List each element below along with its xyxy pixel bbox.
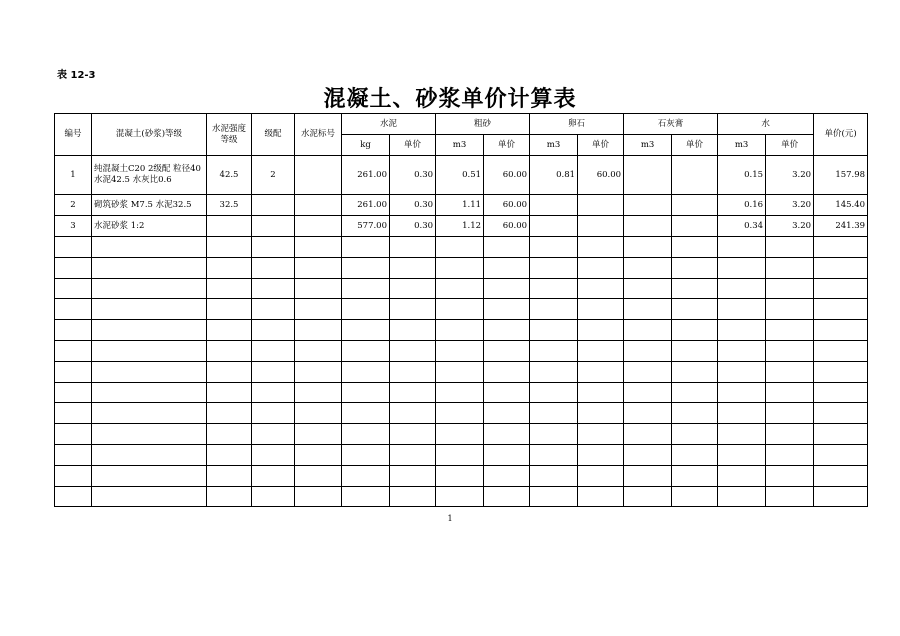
empty-cell bbox=[390, 486, 436, 507]
empty-cell bbox=[530, 278, 578, 299]
empty-cell bbox=[578, 320, 624, 341]
empty-cell bbox=[718, 444, 766, 465]
empty-table-row bbox=[55, 403, 868, 424]
cell-strength bbox=[207, 216, 252, 237]
empty-table-row bbox=[55, 320, 868, 341]
empty-cell bbox=[342, 486, 390, 507]
empty-cell bbox=[342, 444, 390, 465]
empty-cell bbox=[766, 320, 814, 341]
header-sub: m3 bbox=[530, 135, 578, 156]
empty-cell bbox=[718, 403, 766, 424]
empty-cell bbox=[624, 444, 672, 465]
empty-cell bbox=[530, 320, 578, 341]
empty-cell bbox=[207, 424, 252, 445]
header-group-gravel: 卵石 bbox=[530, 114, 624, 135]
empty-cell bbox=[55, 278, 92, 299]
empty-cell bbox=[92, 486, 207, 507]
empty-cell bbox=[252, 278, 295, 299]
empty-cell bbox=[207, 278, 252, 299]
cell-cement-kg: 261.00 bbox=[342, 156, 390, 195]
header-sub: 单价 bbox=[672, 135, 718, 156]
empty-cell bbox=[530, 361, 578, 382]
empty-cell bbox=[718, 424, 766, 445]
empty-cell bbox=[55, 257, 92, 278]
empty-cell bbox=[252, 465, 295, 486]
header-sub: 单价 bbox=[390, 135, 436, 156]
empty-cell bbox=[390, 340, 436, 361]
empty-cell bbox=[484, 424, 530, 445]
empty-cell bbox=[390, 361, 436, 382]
empty-cell bbox=[92, 465, 207, 486]
empty-cell bbox=[766, 382, 814, 403]
empty-cell bbox=[672, 278, 718, 299]
cell-cement-kg: 261.00 bbox=[342, 195, 390, 216]
empty-cell bbox=[766, 403, 814, 424]
empty-cell bbox=[578, 278, 624, 299]
empty-cell bbox=[207, 299, 252, 320]
empty-cell bbox=[484, 237, 530, 258]
empty-cell bbox=[92, 424, 207, 445]
empty-cell bbox=[814, 382, 868, 403]
empty-cell bbox=[295, 320, 342, 341]
empty-cell bbox=[766, 424, 814, 445]
empty-cell bbox=[718, 257, 766, 278]
empty-cell bbox=[207, 340, 252, 361]
cell-total: 145.40 bbox=[814, 195, 868, 216]
empty-cell bbox=[390, 403, 436, 424]
empty-cell bbox=[390, 278, 436, 299]
empty-cell bbox=[672, 361, 718, 382]
empty-cell bbox=[578, 299, 624, 320]
cell-sand-price: 60.00 bbox=[484, 216, 530, 237]
empty-cell bbox=[207, 237, 252, 258]
empty-cell bbox=[295, 403, 342, 424]
empty-cell bbox=[484, 486, 530, 507]
cell-gravel-price: 60.00 bbox=[578, 156, 624, 195]
cell-sand-price: 60.00 bbox=[484, 156, 530, 195]
cell-sand-m3: 0.51 bbox=[436, 156, 484, 195]
header-sub: 单价 bbox=[484, 135, 530, 156]
empty-cell bbox=[55, 382, 92, 403]
empty-cell bbox=[342, 403, 390, 424]
empty-cell bbox=[718, 299, 766, 320]
empty-cell bbox=[342, 320, 390, 341]
empty-table-row bbox=[55, 424, 868, 445]
header-sub: 单价 bbox=[766, 135, 814, 156]
empty-cell bbox=[207, 465, 252, 486]
empty-cell bbox=[814, 278, 868, 299]
cell-strength: 42.5 bbox=[207, 156, 252, 195]
empty-cell bbox=[578, 257, 624, 278]
cell-strength: 32.5 bbox=[207, 195, 252, 216]
empty-cell bbox=[207, 403, 252, 424]
empty-cell bbox=[295, 361, 342, 382]
empty-table-row bbox=[55, 299, 868, 320]
empty-cell bbox=[766, 486, 814, 507]
empty-cell bbox=[672, 340, 718, 361]
empty-cell bbox=[252, 486, 295, 507]
cell-cement-price: 0.30 bbox=[390, 216, 436, 237]
empty-cell bbox=[814, 299, 868, 320]
empty-cell bbox=[436, 382, 484, 403]
empty-cell bbox=[766, 299, 814, 320]
empty-cell bbox=[295, 278, 342, 299]
header-cement-strength: 水泥强度等级 bbox=[207, 114, 252, 156]
empty-cell bbox=[624, 340, 672, 361]
empty-cell bbox=[624, 382, 672, 403]
empty-cell bbox=[624, 237, 672, 258]
empty-cell bbox=[814, 444, 868, 465]
empty-cell bbox=[207, 382, 252, 403]
cell-water-price: 3.20 bbox=[766, 156, 814, 195]
cell-water-price: 3.20 bbox=[766, 195, 814, 216]
empty-table-row bbox=[55, 486, 868, 507]
cell-no: 3 bbox=[55, 216, 92, 237]
empty-table-row bbox=[55, 465, 868, 486]
empty-cell bbox=[814, 486, 868, 507]
empty-cell bbox=[92, 444, 207, 465]
empty-cell bbox=[252, 424, 295, 445]
empty-cell bbox=[207, 257, 252, 278]
cell-gravel-price bbox=[578, 195, 624, 216]
empty-cell bbox=[672, 465, 718, 486]
empty-table-row bbox=[55, 361, 868, 382]
empty-cell bbox=[624, 278, 672, 299]
empty-cell bbox=[530, 444, 578, 465]
cell-lime-m3 bbox=[624, 156, 672, 195]
empty-cell bbox=[390, 299, 436, 320]
empty-cell bbox=[436, 444, 484, 465]
empty-cell bbox=[390, 444, 436, 465]
empty-cell bbox=[484, 299, 530, 320]
table-row bbox=[55, 216, 868, 237]
empty-cell bbox=[578, 382, 624, 403]
header-cement-mark: 水泥标号 bbox=[295, 114, 342, 156]
empty-cell bbox=[672, 403, 718, 424]
cell-no: 1 bbox=[55, 156, 92, 195]
empty-cell bbox=[207, 361, 252, 382]
empty-table-row bbox=[55, 257, 868, 278]
header-sub: m3 bbox=[436, 135, 484, 156]
empty-cell bbox=[92, 382, 207, 403]
cell-gravel-m3 bbox=[530, 195, 578, 216]
empty-cell bbox=[814, 465, 868, 486]
empty-cell bbox=[766, 465, 814, 486]
empty-cell bbox=[295, 465, 342, 486]
empty-cell bbox=[578, 340, 624, 361]
empty-cell bbox=[92, 257, 207, 278]
empty-cell bbox=[55, 465, 92, 486]
empty-cell bbox=[624, 465, 672, 486]
empty-cell bbox=[814, 361, 868, 382]
empty-cell bbox=[436, 361, 484, 382]
empty-cell bbox=[436, 257, 484, 278]
empty-cell bbox=[530, 382, 578, 403]
header-sub: kg bbox=[342, 135, 390, 156]
empty-table-row bbox=[55, 382, 868, 403]
empty-table-row bbox=[55, 278, 868, 299]
empty-cell bbox=[718, 237, 766, 258]
empty-cell bbox=[252, 361, 295, 382]
empty-cell bbox=[436, 237, 484, 258]
empty-cell bbox=[814, 237, 868, 258]
empty-cell bbox=[484, 340, 530, 361]
empty-cell bbox=[530, 424, 578, 445]
cell-grade: 纯混凝土C20 2级配 粒径40 水泥42.5 水灰比0.6 bbox=[92, 156, 207, 195]
empty-cell bbox=[390, 257, 436, 278]
empty-cell bbox=[530, 403, 578, 424]
empty-cell bbox=[295, 424, 342, 445]
empty-cell bbox=[436, 403, 484, 424]
empty-cell bbox=[342, 361, 390, 382]
empty-cell bbox=[295, 299, 342, 320]
empty-cell bbox=[342, 278, 390, 299]
empty-cell bbox=[55, 361, 92, 382]
cell-sand-m3: 1.11 bbox=[436, 195, 484, 216]
cell-sand-m3: 1.12 bbox=[436, 216, 484, 237]
empty-cell bbox=[207, 486, 252, 507]
empty-table-row bbox=[55, 444, 868, 465]
cell-gradation bbox=[252, 195, 295, 216]
empty-cell bbox=[55, 486, 92, 507]
cell-total: 241.39 bbox=[814, 216, 868, 237]
cell-grade: 水泥砂浆 1:2 bbox=[92, 216, 207, 237]
empty-cell bbox=[578, 361, 624, 382]
empty-cell bbox=[342, 299, 390, 320]
empty-cell bbox=[814, 320, 868, 341]
cell-lime-m3 bbox=[624, 195, 672, 216]
header-unit-price: 单价(元) bbox=[814, 114, 868, 156]
empty-cell bbox=[718, 278, 766, 299]
header-group-sand: 粗砂 bbox=[436, 114, 530, 135]
empty-cell bbox=[436, 299, 484, 320]
empty-cell bbox=[55, 237, 92, 258]
empty-cell bbox=[342, 257, 390, 278]
cell-lime-m3 bbox=[624, 216, 672, 237]
empty-cell bbox=[390, 382, 436, 403]
header-sub: m3 bbox=[624, 135, 672, 156]
cell-total: 157.98 bbox=[814, 156, 868, 195]
empty-cell bbox=[342, 465, 390, 486]
empty-cell bbox=[252, 340, 295, 361]
cell-water-m3: 0.16 bbox=[718, 195, 766, 216]
empty-cell bbox=[92, 340, 207, 361]
cell-mark bbox=[295, 216, 342, 237]
empty-cell bbox=[252, 382, 295, 403]
empty-cell bbox=[484, 278, 530, 299]
empty-cell bbox=[530, 299, 578, 320]
empty-cell bbox=[814, 424, 868, 445]
empty-cell bbox=[718, 486, 766, 507]
header-grade: 混凝土(砂浆)等级 bbox=[92, 114, 207, 156]
cell-gravel-m3 bbox=[530, 216, 578, 237]
empty-cell bbox=[92, 299, 207, 320]
empty-cell bbox=[207, 320, 252, 341]
empty-cell bbox=[530, 486, 578, 507]
cell-gradation: 2 bbox=[252, 156, 295, 195]
header-group-lime: 石灰膏 bbox=[624, 114, 718, 135]
empty-cell bbox=[718, 320, 766, 341]
empty-cell bbox=[342, 424, 390, 445]
empty-cell bbox=[672, 486, 718, 507]
cell-no: 2 bbox=[55, 195, 92, 216]
table-row bbox=[55, 156, 868, 195]
empty-cell bbox=[718, 465, 766, 486]
empty-cell bbox=[672, 424, 718, 445]
empty-cell bbox=[718, 361, 766, 382]
empty-cell bbox=[252, 299, 295, 320]
empty-cell bbox=[672, 320, 718, 341]
empty-cell bbox=[295, 257, 342, 278]
empty-cell bbox=[92, 403, 207, 424]
empty-cell bbox=[390, 320, 436, 341]
empty-cell bbox=[672, 257, 718, 278]
empty-cell bbox=[624, 257, 672, 278]
empty-cell bbox=[55, 444, 92, 465]
empty-cell bbox=[766, 340, 814, 361]
empty-table-row bbox=[55, 237, 868, 258]
empty-cell bbox=[624, 424, 672, 445]
empty-cell bbox=[624, 361, 672, 382]
cell-cement-price: 0.30 bbox=[390, 156, 436, 195]
header-row-1 bbox=[55, 114, 868, 135]
empty-cell bbox=[530, 340, 578, 361]
page-number: 1 bbox=[447, 514, 453, 523]
empty-cell bbox=[92, 361, 207, 382]
empty-cell bbox=[390, 237, 436, 258]
empty-cell bbox=[484, 320, 530, 341]
header-gradation: 级配 bbox=[252, 114, 295, 156]
empty-cell bbox=[578, 444, 624, 465]
empty-cell bbox=[436, 340, 484, 361]
cell-lime-price bbox=[672, 195, 718, 216]
empty-cell bbox=[55, 340, 92, 361]
empty-cell bbox=[624, 486, 672, 507]
cell-sand-price: 60.00 bbox=[484, 195, 530, 216]
empty-cell bbox=[814, 340, 868, 361]
empty-cell bbox=[55, 403, 92, 424]
empty-cell bbox=[295, 382, 342, 403]
empty-cell bbox=[484, 465, 530, 486]
empty-cell bbox=[295, 237, 342, 258]
cell-gravel-price bbox=[578, 216, 624, 237]
empty-cell bbox=[814, 403, 868, 424]
empty-cell bbox=[766, 237, 814, 258]
empty-cell bbox=[390, 465, 436, 486]
empty-cell bbox=[55, 424, 92, 445]
header-sub: m3 bbox=[718, 135, 766, 156]
empty-cell bbox=[342, 237, 390, 258]
empty-cell bbox=[624, 403, 672, 424]
header-sub: 单价 bbox=[578, 135, 624, 156]
empty-cell bbox=[672, 237, 718, 258]
empty-cell bbox=[295, 486, 342, 507]
empty-cell bbox=[484, 403, 530, 424]
empty-cell bbox=[672, 299, 718, 320]
empty-cell bbox=[718, 340, 766, 361]
empty-cell bbox=[252, 320, 295, 341]
empty-cell bbox=[436, 424, 484, 445]
empty-cell bbox=[55, 299, 92, 320]
empty-cell bbox=[252, 237, 295, 258]
empty-cell bbox=[436, 486, 484, 507]
empty-cell bbox=[624, 320, 672, 341]
empty-cell bbox=[295, 444, 342, 465]
empty-cell bbox=[390, 424, 436, 445]
cell-cement-kg: 577.00 bbox=[342, 216, 390, 237]
price-calculation-table bbox=[54, 113, 868, 507]
empty-cell bbox=[55, 320, 92, 341]
header-group-water: 水 bbox=[718, 114, 814, 135]
empty-cell bbox=[252, 257, 295, 278]
empty-cell bbox=[766, 444, 814, 465]
empty-cell bbox=[718, 382, 766, 403]
empty-cell bbox=[530, 237, 578, 258]
empty-cell bbox=[484, 257, 530, 278]
empty-cell bbox=[92, 320, 207, 341]
empty-cell bbox=[578, 403, 624, 424]
cell-gravel-m3: 0.81 bbox=[530, 156, 578, 195]
empty-cell bbox=[484, 444, 530, 465]
empty-cell bbox=[530, 257, 578, 278]
empty-cell bbox=[342, 340, 390, 361]
table-number: 表 12-3 bbox=[57, 70, 96, 81]
cell-water-m3: 0.34 bbox=[718, 216, 766, 237]
empty-cell bbox=[578, 465, 624, 486]
empty-cell bbox=[766, 361, 814, 382]
empty-cell bbox=[672, 444, 718, 465]
empty-cell bbox=[484, 382, 530, 403]
cell-cement-price: 0.30 bbox=[390, 195, 436, 216]
page-title: 混凝土、砂浆单价计算表 bbox=[323, 87, 577, 112]
header-no: 编号 bbox=[55, 114, 92, 156]
empty-cell bbox=[624, 299, 672, 320]
header-group-cement: 水泥 bbox=[342, 114, 436, 135]
cell-mark bbox=[295, 156, 342, 195]
table-row bbox=[55, 195, 868, 216]
empty-cell bbox=[252, 403, 295, 424]
empty-cell bbox=[252, 444, 295, 465]
empty-cell bbox=[578, 486, 624, 507]
empty-cell bbox=[484, 361, 530, 382]
cell-grade: 砌筑砂浆 M7.5 水泥32.5 bbox=[92, 195, 207, 216]
empty-cell bbox=[92, 237, 207, 258]
cell-water-price: 3.20 bbox=[766, 216, 814, 237]
empty-cell bbox=[436, 278, 484, 299]
cell-mark bbox=[295, 195, 342, 216]
empty-cell bbox=[436, 465, 484, 486]
empty-cell bbox=[207, 444, 252, 465]
empty-cell bbox=[578, 237, 624, 258]
empty-cell bbox=[295, 340, 342, 361]
empty-cell bbox=[814, 257, 868, 278]
empty-cell bbox=[530, 465, 578, 486]
cell-gradation bbox=[252, 216, 295, 237]
cell-lime-price bbox=[672, 216, 718, 237]
empty-cell bbox=[436, 320, 484, 341]
cell-water-m3: 0.15 bbox=[718, 156, 766, 195]
empty-cell bbox=[766, 278, 814, 299]
empty-cell bbox=[672, 382, 718, 403]
empty-cell bbox=[92, 278, 207, 299]
empty-cell bbox=[766, 257, 814, 278]
empty-table-row bbox=[55, 340, 868, 361]
cell-lime-price bbox=[672, 156, 718, 195]
empty-cell bbox=[578, 424, 624, 445]
empty-cell bbox=[342, 382, 390, 403]
